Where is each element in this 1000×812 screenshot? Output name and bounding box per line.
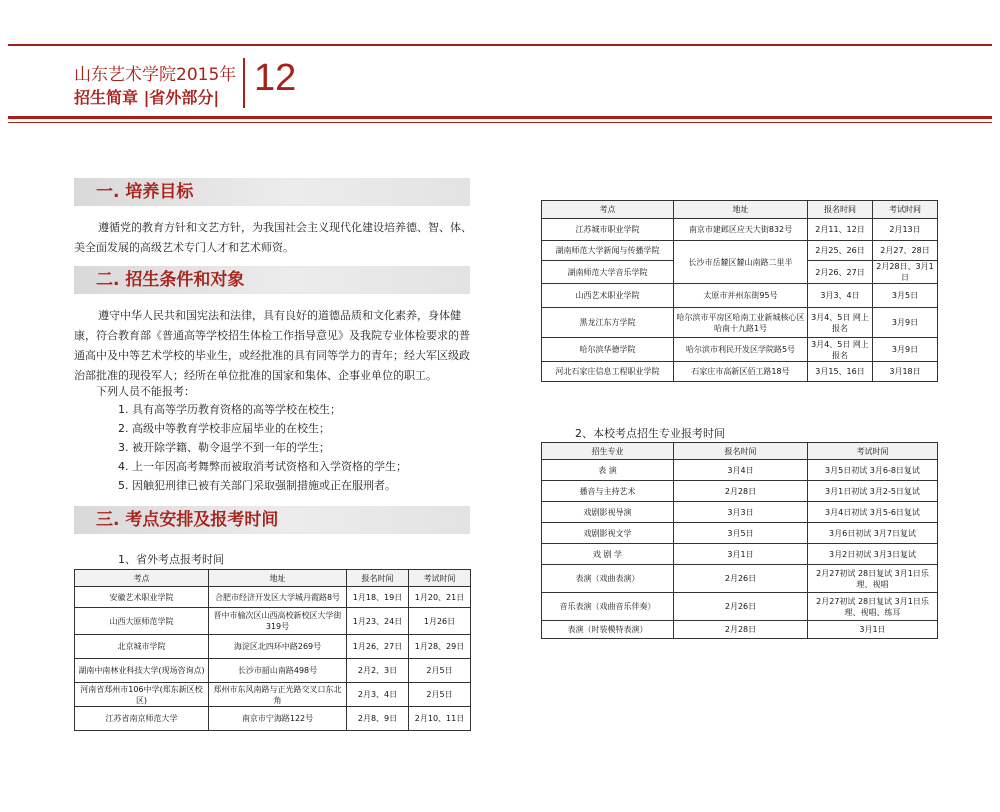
table-cell: 江苏省南京师范大学 [75, 707, 209, 731]
table-cell: 北京城市学院 [75, 635, 209, 659]
table-cell: 黑龙江东方学院 [542, 308, 674, 338]
table-cell: 3月6日初试 3月7日复试 [808, 523, 938, 544]
table-cell: 2月26日 [674, 593, 808, 621]
table-cell: 2月10、11日 [409, 707, 471, 731]
table-cell: 3月5日 [873, 284, 938, 308]
table-cell: 3月1日 [674, 544, 808, 565]
table-home-campus-majors [541, 442, 938, 639]
table-header: 地址 [209, 570, 347, 587]
table-cell: 山西大原师范学院 [75, 608, 209, 635]
table-row [542, 593, 938, 621]
table-row [542, 219, 938, 241]
table-cell: 3月9日 [873, 308, 938, 338]
table-cell: 石家庄市高新区佰工路18号 [674, 362, 808, 382]
top-rule [8, 44, 992, 46]
table-header: 考点 [75, 570, 209, 587]
ineligible-item: 5. 因触犯刑律已被有关部门采取强制措施或正在服刑者。 [118, 479, 396, 492]
table-cell: 2月13日 [873, 219, 938, 241]
eligibility-paragraph: 遵守中华人民共和国宪法和法律，具有良好的道德品质和文化素养，身体健康，符合教育部《普通高等学校招生体检工作指导意见》及我院专业体检要求的普通高中及中等艺术学校的毕业生，或经批准的具有同等学力的青年；经大军区级政治部批准的现役军人；经所在单位批准的国家和集体、企事业单位的职工。 [74, 309, 470, 382]
table-cell: 合肥市经济开发区大学城丹霞路8号 [209, 587, 347, 608]
table-cell: 湖南师范大学音乐学院 [542, 261, 674, 284]
subhead-out-of-province: 1、省外考点报考时间 [118, 553, 224, 566]
ineligible-item: 4. 上一年因高考舞弊而被取消考试资格和入学资格的学生； [118, 460, 407, 473]
table-cell: 戏剧影视文学 [542, 523, 674, 544]
table-cell: 2月3、4日 [347, 683, 409, 707]
table-cell: 海淀区北四环中路269号 [209, 635, 347, 659]
table-row [542, 544, 938, 565]
table-cell: 2月27初试 28日复试 3月1日乐理、视唱、练耳 [808, 593, 938, 621]
table-cell: 3月4日 [674, 460, 808, 481]
ineligible-item: 3. 被开除学籍、勒令退学不到一年的学生； [118, 441, 330, 454]
table-row [75, 587, 471, 608]
table-cell: 3月3、4日 [808, 284, 873, 308]
table-row [542, 502, 938, 523]
table-cell: 1月23、24日 [347, 608, 409, 635]
table-cell: 2月25、26日 [808, 241, 873, 261]
table-cell: 3月9日 [873, 338, 938, 362]
table-cell: 长沙市韶山南路498号 [209, 659, 347, 683]
table-row [542, 523, 938, 544]
section-title-schedule: 三. 考点安排及报考时间 [74, 506, 470, 534]
table-cell: 音乐表演（戏曲音乐伴奏） [542, 593, 674, 621]
table-cell: 晋中市榆次区山西高校新校区大学街319号 [209, 608, 347, 635]
table-row [75, 608, 471, 635]
table-cell: 湖南师范大学新闻与传播学院 [542, 241, 674, 261]
table-row [75, 659, 471, 683]
table-cell: 哈尔滨市平房区哈南工业新城核心区哈南十九路1号 [674, 308, 808, 338]
section-text-goals [74, 218, 474, 258]
goals-paragraph: 遵循党的教育方针和文艺方针，为我国社会主义现代化建设培养德、智、体、美全面发展的高级艺术专门人才和艺术师资。 [74, 221, 472, 254]
table-cell: 1月26日 [409, 608, 471, 635]
table-cell: 2月8、9日 [347, 707, 409, 731]
table-cell: 播音与主持艺术 [542, 481, 674, 502]
table-row [542, 308, 938, 338]
ineligible-item: 2. 高级中等教育学校非应届毕业的在校生； [118, 422, 330, 435]
table-cell: 3月3日 [674, 502, 808, 523]
table-cell: 2月26、27日 [808, 261, 873, 284]
table-row [542, 362, 938, 382]
table-cell: 3月15、16日 [808, 362, 873, 382]
header-divider [243, 58, 245, 108]
table-cell: 南京市建邺区应天大街832号 [674, 219, 808, 241]
table-row [75, 707, 471, 731]
table-cell: 河北石家庄信息工程职业学院 [542, 362, 674, 382]
table-cell: 河南省郑州市106中学(郑东新区校区) [75, 683, 209, 707]
table-cell: 2月28日、3月1日 [873, 261, 938, 284]
table-cell: 3月5日初试 3月6-8日复试 [808, 460, 938, 481]
table-cell: 2月27、28日 [873, 241, 938, 261]
section-title-goals: 一. 培养目标 [74, 178, 470, 206]
table-cell: 安徽艺术职业学院 [75, 587, 209, 608]
table-cell: 2月5日 [409, 659, 471, 683]
subhead-home-campus: 2、本校考点招生专业报考时间 [575, 427, 725, 440]
table-header: 报名时间 [347, 570, 409, 587]
table-cell: 2月26日 [674, 565, 808, 593]
table-cell: 3月2日初试 3月3日复试 [808, 544, 938, 565]
ineligible-intro: 下列人员不能报考： [96, 385, 195, 398]
table-cell: 表演（戏曲表演） [542, 565, 674, 593]
table-header: 考试时间 [873, 201, 938, 219]
table-header: 报名时间 [808, 201, 873, 219]
table-cell: 太原市并州东街95号 [674, 284, 808, 308]
table-header: 考试时间 [409, 570, 471, 587]
table-cell: 江苏城市职业学院 [542, 219, 674, 241]
table-cell: 3月1日初试 3月2-5日复试 [808, 481, 938, 502]
section-title-eligibility: 二. 招生条件和对象 [74, 266, 470, 294]
table-cell: 2月5日 [409, 683, 471, 707]
table-cell: 2月11、12日 [808, 219, 873, 241]
table-cell: 哈尔滨华德学院 [542, 338, 674, 362]
table-cell: 3月4、5日 网上报名 [808, 308, 873, 338]
table-cell: 郑州市东风南路与正光路交叉口东北角 [209, 683, 347, 707]
table-cell: 1月28、29日 [409, 635, 471, 659]
table-header: 招生专业 [542, 443, 674, 460]
header-subtitle: 招生简章 |省外部分| [74, 88, 220, 107]
section-text-eligibility [74, 306, 474, 386]
table-cell: 2月27初试 28日复试 3月1日乐理、视唱 [808, 565, 938, 593]
table-cell: 2月28日 [674, 621, 808, 639]
table-cell: 3月1日 [808, 621, 938, 639]
table-cell: 山西艺术职业学院 [542, 284, 674, 308]
table-row [75, 635, 471, 659]
table-cell: 3月18日 [873, 362, 938, 382]
table-row [542, 621, 938, 639]
table-cell: 3月5日 [674, 523, 808, 544]
table-cell: 湖南中南林业科技大学(现场咨询点) [75, 659, 209, 683]
table-cell: 戏剧影视导演 [542, 502, 674, 523]
table-cell: 戏 剧 学 [542, 544, 674, 565]
table-row [75, 683, 471, 707]
table-header: 地址 [674, 201, 808, 219]
header-rule-thin [8, 122, 992, 123]
table-row [542, 241, 938, 261]
table-row [542, 565, 938, 593]
table-cell: 1月18、19日 [347, 587, 409, 608]
table-header: 报名时间 [674, 443, 808, 460]
table-row [542, 481, 938, 502]
table-cell: 南京市宁海路122号 [209, 707, 347, 731]
table-cell: 1月20、21日 [409, 587, 471, 608]
table-out-of-province-sites-2 [541, 200, 938, 382]
header-rule-thick [8, 116, 992, 119]
header-school-year: 山东艺术学院2015年 [74, 65, 237, 85]
page-number: 12 [254, 57, 297, 99]
table-header: 考点 [542, 201, 674, 219]
table-row [542, 284, 938, 308]
table-cell: 2月2、3日 [347, 659, 409, 683]
table-cell: 哈尔滨市利民开发区学院路5号 [674, 338, 808, 362]
table-row [542, 338, 938, 362]
table-cell: 1月26、27日 [347, 635, 409, 659]
table-out-of-province-sites-1 [74, 569, 471, 731]
table-cell: 3月4日初试 3月5-6日复试 [808, 502, 938, 523]
table-cell: 表演（时装模特表演） [542, 621, 674, 639]
ineligible-item: 1. 具有高等学历教育资格的高等学校在校生； [118, 403, 341, 416]
table-header: 考试时间 [808, 443, 938, 460]
table-cell: 3月4、5日 网上报名 [808, 338, 873, 362]
table-cell: 表 演 [542, 460, 674, 481]
table-cell: 2月28日 [674, 481, 808, 502]
table-cell: 长沙市岳麓区麓山南路二里半 [674, 241, 808, 284]
table-row [542, 460, 938, 481]
